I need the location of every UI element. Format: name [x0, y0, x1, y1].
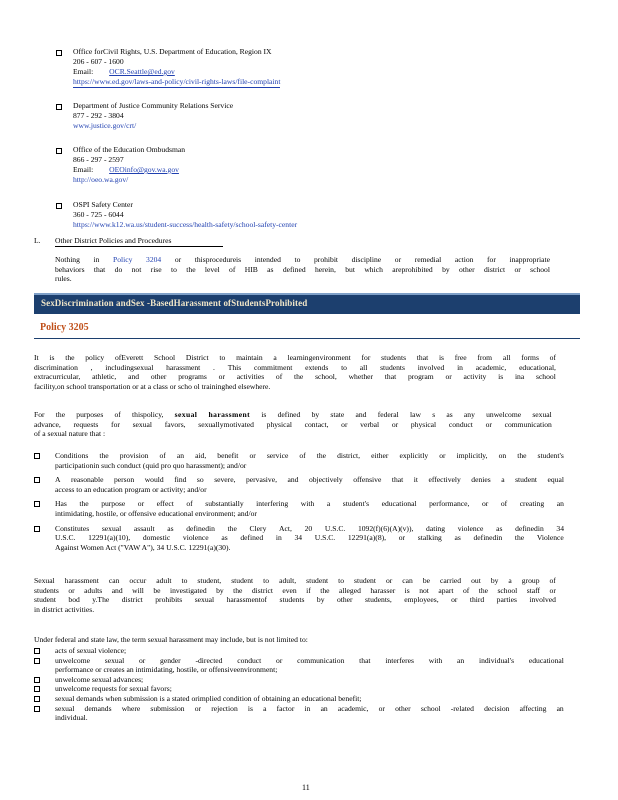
- bullet-icon: [34, 658, 40, 664]
- occurrence-paragraph: [34, 576, 556, 614]
- policy-link[interactable]: Policy: [113, 255, 133, 264]
- email-label: Email:: [73, 67, 94, 76]
- text-line: It is the policy ofEverett School District to maintain a learningenvironment for students that is free from all forms of: [34, 353, 556, 362]
- text-line: of a sexual nature that :: [34, 429, 106, 439]
- contact-phone: 866 - 297 - 2597: [73, 155, 124, 164]
- text-line: behaviors that do not rise to the level of HIB as defined herein, but which areprohibited by other district or school: [55, 264, 550, 274]
- text-line: advance, requests for sexual favors, sexuallymotivated physical contact, or verbal or physical conduct or communication: [34, 419, 552, 429]
- policy-link[interactable]: 3204: [146, 255, 162, 264]
- text-line: students or adults and will be investigated by the district even if the alleged harasser is not apart of the school staff or: [34, 585, 556, 595]
- email-label: Email:: [73, 165, 94, 174]
- text-line: Conditions the provision of an aid, benefit or service of the district, either explicitly or implicitly, on the student's: [55, 451, 564, 460]
- text-line: acts of sexual violence;: [55, 646, 127, 655]
- text-line: performance or creates an intimidating, hostile, or offensiveenvironment;: [55, 665, 278, 675]
- contact-phone: 206 - 607 - 1600: [73, 57, 124, 66]
- text-line: Constitutes sexual assault as definedin the Clery Act, 20 U.S.C. 1092(f)(6)(A)(v)), dating violence as definedin 34: [55, 523, 564, 533]
- contact-url-link[interactable]: www.justice.gov/crt/: [73, 121, 137, 130]
- text-line: unwelcome sexual or gender -directed conduct or communication that interferes with an individual's educational: [55, 655, 564, 665]
- includes-intro: Under federal and state law, the term sexual harassment may include, but is not limited to:: [34, 635, 308, 644]
- contact-phone: 360 - 725 - 6044: [73, 210, 124, 219]
- text-line: U.S.C. 12291(a)(10), domestic violence as defined in 34 U.S.C. 12291(a)(8), or stalking as definedin the Violence: [55, 533, 564, 543]
- text-line: rules.: [55, 274, 72, 284]
- contact-name: OSPI Safety Center: [73, 200, 133, 209]
- bullet-icon: [34, 696, 40, 702]
- policy-title: Policy 3205: [40, 322, 89, 333]
- email-link[interactable]: OEOinfo@gov.wa.gov: [109, 165, 179, 174]
- text-line: access to an education program or activity; and/or: [55, 484, 207, 494]
- text-line: sexual demands where submission or rejection is a factor in an academic, or other school -related decision affecting an: [55, 703, 564, 713]
- section-l-body: [55, 255, 550, 284]
- bullet-icon: [34, 706, 40, 712]
- list-item: [55, 704, 564, 723]
- contact-name: Department of Justice Community Relations Service: [73, 101, 234, 110]
- bullet-icon: [56, 104, 62, 110]
- list-item: [55, 646, 564, 656]
- text-line: facility,on school transportation or at a class or scho ol traininghed elsewhere.: [34, 381, 271, 391]
- text-line: sexual demands when submission is a stated orimplied condition of obtaining an educational benefit;: [55, 694, 362, 703]
- page-number: 11: [302, 783, 310, 792]
- contact-phone: 877 - 292 - 3804: [73, 111, 124, 120]
- bullet-icon: [34, 677, 40, 683]
- policy-divider: [34, 338, 580, 339]
- text-line: participationin such conduct (quid pro quo harassment); and/or: [55, 460, 247, 470]
- list-item: [55, 656, 564, 675]
- text-line: in district activities.: [34, 604, 95, 614]
- text-line: Has the purpose or effect of substantially interfering with a student's educational performance, or of creating an: [55, 499, 564, 509]
- list-item: [55, 499, 564, 518]
- bullet-icon: [56, 203, 62, 209]
- section-marker: L.: [34, 236, 41, 245]
- section-heading: Other District Policies and Procedures: [55, 236, 223, 247]
- text-line: Against Women Act ("VAW A"), 34 U.S.C. 12291(a)(30).: [55, 542, 231, 552]
- definition-paragraph: [34, 410, 552, 439]
- bullet-icon: [34, 501, 40, 507]
- text-line: A reasonable person would find so severe, pervasive, and objectively offensive that it effectively denies a student equal: [55, 475, 564, 485]
- text-line: Nothing in Policy 3204 or thisprocedureis intended to prohibit discipline or remedial action for inappropriate: [55, 255, 550, 264]
- contact-email-row: [73, 165, 179, 175]
- bullet-icon: [56, 148, 62, 154]
- email-link[interactable]: OCR.Seattle@ed.gov: [109, 67, 175, 76]
- text-line: extracurricular, athletic, and other programs or activities of the school, whether that program or activity is ina school: [34, 372, 556, 382]
- list-item: [55, 475, 564, 494]
- text-line: unwelcome requests for sexual favors;: [55, 684, 172, 694]
- text-line: individual.: [55, 713, 88, 723]
- policy-banner: [34, 293, 580, 314]
- bullet-icon: [56, 50, 62, 56]
- text-line: For the purposes of thispolicy, sexual harassment is defined by state and federal law s as any unwelcome sexual: [34, 410, 552, 419]
- intro-paragraph: [34, 353, 556, 391]
- list-item: [55, 694, 564, 704]
- contact-name: Office of the Education Ombudsman: [73, 145, 186, 154]
- list-item: [55, 684, 564, 694]
- bullet-icon: [34, 686, 40, 692]
- list-item: [55, 524, 564, 553]
- contact-name: Office forCivil Rights, U.S. Department of Education, Region IX: [73, 47, 272, 56]
- text-line: unwelcome sexual advances;: [55, 674, 144, 684]
- text-line: student bod y.The district prohibits sexual harassmentof students by other students, employees, or third parties involved: [34, 595, 556, 605]
- bullet-icon: [34, 526, 40, 532]
- bullet-icon: [34, 477, 40, 483]
- contact-url-link[interactable]: https://www.k12.wa.us/student-success/health-safety/school-safety-center: [73, 220, 298, 229]
- text-line: Sexual harassment can occur adult to student, student to adult, student to student or can be carried out by a group of: [34, 576, 556, 585]
- text-line: intimidating, hostile, or offensive educational environment; and/or: [55, 508, 257, 518]
- bullet-icon: [34, 648, 40, 654]
- list-item: [55, 675, 564, 685]
- list-item: [55, 451, 564, 470]
- contact-email-row: [73, 67, 175, 77]
- contact-url-link[interactable]: http://oeo.wa.gov/: [73, 175, 129, 184]
- text-line: discrimination , includingsexual harassment . This commitment extends to all students involved in academic, educational,: [34, 362, 556, 372]
- bullet-icon: [34, 453, 40, 459]
- contact-url-link[interactable]: https://www.ed.gov/laws-and-policy/civil-rights-laws/file-complaint: [73, 77, 281, 86]
- banner-title: SexDiscrimination andSex -BasedHarassment ofStudentsProhibited: [41, 298, 308, 308]
